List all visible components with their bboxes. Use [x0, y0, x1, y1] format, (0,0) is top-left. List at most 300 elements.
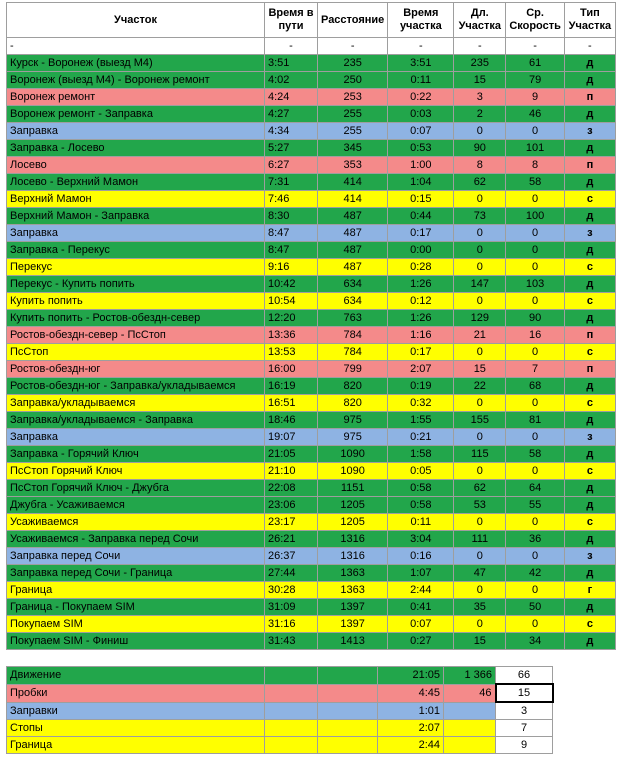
segment-length-cell[interactable]: 90	[454, 140, 506, 157]
elapsed-time-cell[interactable]: 6:27	[265, 157, 318, 174]
segment-type-cell[interactable]: с	[564, 293, 615, 310]
segment-type-cell[interactable]: с	[564, 395, 615, 412]
segment-type-cell[interactable]: д	[564, 276, 615, 293]
segment-time-cell[interactable]: 0:19	[388, 378, 454, 395]
summary-empty-cell[interactable]	[265, 720, 318, 737]
segment-type-cell[interactable]: д	[564, 242, 615, 259]
table-row	[7, 514, 616, 531]
segment-cell[interactable]: Ростов-обездн-север - ПсСтоп	[7, 327, 265, 344]
segment-cell[interactable]: Заправка	[7, 123, 265, 140]
segment-time-cell[interactable]: 0:58	[388, 480, 454, 497]
avg-speed-cell[interactable]: 64	[506, 480, 565, 497]
segment-time-cell[interactable]: 0:53	[388, 140, 454, 157]
segment-cell[interactable]: Заправка перед Сочи - Граница	[7, 565, 265, 582]
segment-cell[interactable]: Воронеж (выезд М4) - Воронеж ремонт	[7, 72, 265, 89]
distance-cell[interactable]: 1205	[318, 514, 388, 531]
elapsed-time-cell[interactable]: 3:51	[265, 55, 318, 72]
segment-cell[interactable]: ПсСтоп	[7, 344, 265, 361]
segment-cell[interactable]: Заправка перед Сочи	[7, 548, 265, 565]
segment-time-cell[interactable]: 0:12	[388, 293, 454, 310]
segment-type-cell[interactable]: п	[564, 89, 615, 106]
segment-time-cell[interactable]: 0:17	[388, 344, 454, 361]
distance-cell[interactable]: 820	[318, 395, 388, 412]
summary-distance-cell[interactable]	[444, 737, 496, 754]
distance-cell[interactable]: 634	[318, 293, 388, 310]
segment-time-cell[interactable]: 0:32	[388, 395, 454, 412]
avg-speed-cell[interactable]: 58	[506, 446, 565, 463]
segment-type-cell[interactable]: п	[564, 157, 615, 174]
avg-speed-cell[interactable]: 90	[506, 310, 565, 327]
elapsed-time-cell[interactable]: 31:16	[265, 616, 318, 633]
distance-cell[interactable]: 255	[318, 106, 388, 123]
segment-length-cell[interactable]: 115	[454, 446, 506, 463]
summary-distance-cell[interactable]	[444, 702, 496, 720]
segment-time-cell[interactable]: 0:41	[388, 599, 454, 616]
segment-type-cell[interactable]: с	[564, 616, 615, 633]
segment-cell[interactable]: Заправка	[7, 429, 265, 446]
summary-row	[7, 702, 553, 720]
dash-cell[interactable]: -	[388, 38, 454, 55]
segment-type-cell[interactable]: с	[564, 191, 615, 208]
elapsed-time-cell[interactable]: 13:53	[265, 344, 318, 361]
distance-cell[interactable]: 235	[318, 55, 388, 72]
distance-cell[interactable]: 1363	[318, 582, 388, 599]
segment-cell[interactable]: Верхний Мамон - Заправка	[7, 208, 265, 225]
avg-speed-cell[interactable]: 0	[506, 582, 565, 599]
segment-time-cell[interactable]: 0:16	[388, 548, 454, 565]
segment-type-cell[interactable]: д	[564, 140, 615, 157]
segment-type-cell[interactable]: д	[564, 72, 615, 89]
distance-cell[interactable]: 1316	[318, 531, 388, 548]
segment-time-cell[interactable]: 0:11	[388, 72, 454, 89]
summary-empty-cell[interactable]	[265, 684, 318, 702]
summary-empty-cell[interactable]	[318, 737, 378, 754]
avg-speed-cell[interactable]: 7	[506, 361, 565, 378]
segment-type-cell[interactable]: з	[564, 123, 615, 140]
distance-cell[interactable]: 414	[318, 174, 388, 191]
avg-speed-cell[interactable]: 42	[506, 565, 565, 582]
segment-length-cell[interactable]: 0	[454, 344, 506, 361]
segment-cell[interactable]: Курск - Воронеж (выезд М4)	[7, 55, 265, 72]
summary-empty-cell[interactable]	[265, 702, 318, 720]
header-segment-length[interactable]: Дл. Участка	[454, 3, 506, 38]
segment-type-cell[interactable]: п	[564, 361, 615, 378]
elapsed-time-cell[interactable]: 4:27	[265, 106, 318, 123]
segment-length-cell[interactable]: 53	[454, 497, 506, 514]
header-elapsed-time[interactable]: Время в пути	[265, 3, 318, 38]
distance-cell[interactable]: 253	[318, 89, 388, 106]
distance-cell[interactable]: 414	[318, 191, 388, 208]
avg-speed-cell[interactable]: 36	[506, 531, 565, 548]
distance-cell[interactable]: 1090	[318, 446, 388, 463]
segment-type-cell[interactable]: с	[564, 463, 615, 480]
elapsed-time-cell[interactable]: 31:09	[265, 599, 318, 616]
segment-time-cell[interactable]: 1:58	[388, 446, 454, 463]
distance-cell[interactable]: 784	[318, 344, 388, 361]
elapsed-time-cell[interactable]: 10:42	[265, 276, 318, 293]
segment-length-cell[interactable]: 129	[454, 310, 506, 327]
segment-type-cell[interactable]: д	[564, 412, 615, 429]
table-row	[7, 463, 616, 480]
segment-length-cell[interactable]: 0	[454, 191, 506, 208]
header-avg-speed[interactable]: Ср. Скорость	[506, 3, 565, 38]
segment-length-cell[interactable]: 155	[454, 412, 506, 429]
summary-empty-cell[interactable]	[265, 667, 318, 685]
table-row	[7, 208, 616, 225]
dash-cell[interactable]: -	[318, 38, 388, 55]
segment-length-cell[interactable]: 0	[454, 242, 506, 259]
segment-length-cell[interactable]: 0	[454, 463, 506, 480]
segment-cell[interactable]: Заправка - Лосево	[7, 140, 265, 157]
segment-time-cell[interactable]: 0:22	[388, 89, 454, 106]
segment-cell[interactable]: ПсСтоп Горячий Ключ - Джубга	[7, 480, 265, 497]
distance-cell[interactable]: 1397	[318, 599, 388, 616]
distance-cell[interactable]: 487	[318, 225, 388, 242]
avg-speed-cell[interactable]: 9	[506, 89, 565, 106]
segment-time-cell[interactable]: 0:03	[388, 106, 454, 123]
avg-speed-cell[interactable]: 0	[506, 242, 565, 259]
avg-speed-cell[interactable]: 34	[506, 633, 565, 650]
segment-cell[interactable]: Покупаем SIM	[7, 616, 265, 633]
table-row	[7, 548, 616, 565]
segment-length-cell[interactable]: 2	[454, 106, 506, 123]
elapsed-time-cell[interactable]: 4:02	[265, 72, 318, 89]
segment-cell[interactable]: Усаживаемся	[7, 514, 265, 531]
elapsed-time-cell[interactable]: 16:19	[265, 378, 318, 395]
summary-empty-cell[interactable]	[318, 702, 378, 720]
distance-cell[interactable]: 634	[318, 276, 388, 293]
avg-speed-cell[interactable]: 0	[506, 514, 565, 531]
distance-cell[interactable]: 1205	[318, 497, 388, 514]
segment-type-cell[interactable]: д	[564, 446, 615, 463]
segment-length-cell[interactable]: 47	[454, 565, 506, 582]
distance-cell[interactable]: 763	[318, 310, 388, 327]
distance-cell[interactable]: 250	[318, 72, 388, 89]
summary-label-cell[interactable]: Стопы	[7, 720, 265, 737]
distance-cell[interactable]: 820	[318, 378, 388, 395]
segment-type-cell[interactable]: з	[564, 548, 615, 565]
summary-empty-cell[interactable]	[318, 667, 378, 685]
distance-cell[interactable]: 1413	[318, 633, 388, 650]
segment-cell[interactable]: ПсСтоп Горячий Ключ	[7, 463, 265, 480]
dash-cell[interactable]: -	[506, 38, 565, 55]
distance-cell[interactable]: 1397	[318, 616, 388, 633]
segment-length-cell[interactable]: 3	[454, 89, 506, 106]
segment-time-cell[interactable]: 1:16	[388, 327, 454, 344]
avg-speed-cell[interactable]: 68	[506, 378, 565, 395]
segment-type-cell[interactable]: с	[564, 514, 615, 531]
segment-length-cell[interactable]: 111	[454, 531, 506, 548]
summary-time-cell[interactable]: 4:45	[378, 684, 444, 702]
elapsed-time-cell[interactable]: 4:24	[265, 89, 318, 106]
dash-cell[interactable]: -	[454, 38, 506, 55]
segment-time-cell[interactable]: 0:00	[388, 242, 454, 259]
dash-cell[interactable]: -	[564, 38, 615, 55]
elapsed-time-cell[interactable]: 7:31	[265, 174, 318, 191]
avg-speed-cell[interactable]: 0	[506, 395, 565, 412]
segment-cell[interactable]: Лосево - Верхний Мамон	[7, 174, 265, 191]
segment-type-cell[interactable]: д	[564, 531, 615, 548]
header-row	[7, 3, 616, 38]
dash-cell[interactable]: -	[7, 38, 265, 55]
avg-speed-cell[interactable]: 0	[506, 123, 565, 140]
elapsed-time-cell[interactable]: 7:46	[265, 191, 318, 208]
summary-empty-cell[interactable]	[318, 720, 378, 737]
summary-distance-cell[interactable]	[444, 720, 496, 737]
segment-length-cell[interactable]: 15	[454, 361, 506, 378]
summary-time-cell[interactable]: 21:05	[378, 667, 444, 685]
segment-time-cell[interactable]: 2:44	[388, 582, 454, 599]
avg-speed-cell[interactable]: 8	[506, 157, 565, 174]
header-segment-time[interactable]: Время участка	[388, 3, 454, 38]
segment-cell[interactable]: Ростов-обездн-юг - Заправка/укладываемся	[7, 378, 265, 395]
elapsed-time-cell[interactable]: 13:36	[265, 327, 318, 344]
segment-length-cell[interactable]: 147	[454, 276, 506, 293]
segment-length-cell[interactable]: 15	[454, 72, 506, 89]
segment-length-cell[interactable]: 0	[454, 123, 506, 140]
elapsed-time-cell[interactable]: 10:54	[265, 293, 318, 310]
segment-type-cell[interactable]: д	[564, 378, 615, 395]
segment-cell[interactable]: Купить попить - Ростов-обездн-север	[7, 310, 265, 327]
segment-time-cell[interactable]: 0:17	[388, 225, 454, 242]
segment-time-cell[interactable]: 0:58	[388, 497, 454, 514]
summary-label-cell[interactable]: Граница	[7, 737, 265, 754]
avg-speed-cell[interactable]: 61	[506, 55, 565, 72]
segment-time-cell[interactable]: 0:07	[388, 616, 454, 633]
segment-length-cell[interactable]: 0	[454, 548, 506, 565]
table-row	[7, 412, 616, 429]
summary-value-cell[interactable]: 9	[496, 737, 553, 754]
segment-type-cell[interactable]: д	[564, 310, 615, 327]
segment-time-cell[interactable]: 1:04	[388, 174, 454, 191]
segment-length-cell[interactable]: 15	[454, 633, 506, 650]
segment-length-cell[interactable]: 8	[454, 157, 506, 174]
avg-speed-cell[interactable]: 100	[506, 208, 565, 225]
avg-speed-cell[interactable]: 16	[506, 327, 565, 344]
avg-speed-cell[interactable]: 0	[506, 225, 565, 242]
distance-cell[interactable]: 1151	[318, 480, 388, 497]
segment-cell[interactable]: Заправка/укладываемся	[7, 395, 265, 412]
distance-cell[interactable]: 1363	[318, 565, 388, 582]
summary-value-cell[interactable]: 15	[496, 684, 553, 702]
segment-cell[interactable]: Лосево	[7, 157, 265, 174]
segment-type-cell[interactable]: д	[564, 599, 615, 616]
summary-value-cell[interactable]: 3	[496, 702, 553, 720]
segment-length-cell[interactable]: 235	[454, 55, 506, 72]
segment-type-cell[interactable]: д	[564, 633, 615, 650]
elapsed-time-cell[interactable]: 27:44	[265, 565, 318, 582]
summary-time-cell[interactable]: 2:07	[378, 720, 444, 737]
avg-speed-cell[interactable]: 0	[506, 429, 565, 446]
segment-type-cell[interactable]: д	[564, 106, 615, 123]
header-segment[interactable]: Участок	[7, 3, 265, 38]
segment-time-cell[interactable]: 3:04	[388, 531, 454, 548]
avg-speed-cell[interactable]: 0	[506, 259, 565, 276]
distance-cell[interactable]: 975	[318, 412, 388, 429]
elapsed-time-cell[interactable]: 9:16	[265, 259, 318, 276]
segment-type-cell[interactable]: з	[564, 429, 615, 446]
segment-time-cell[interactable]: 2:07	[388, 361, 454, 378]
segment-length-cell[interactable]: 62	[454, 480, 506, 497]
distance-cell[interactable]: 1090	[318, 463, 388, 480]
segment-length-cell[interactable]: 73	[454, 208, 506, 225]
elapsed-time-cell[interactable]: 4:34	[265, 123, 318, 140]
distance-cell[interactable]: 799	[318, 361, 388, 378]
avg-speed-cell[interactable]: 55	[506, 497, 565, 514]
segment-length-cell[interactable]: 35	[454, 599, 506, 616]
distance-cell[interactable]: 784	[318, 327, 388, 344]
segment-time-cell[interactable]: 0:15	[388, 191, 454, 208]
segment-cell[interactable]: Воронеж ремонт	[7, 89, 265, 106]
segment-length-cell[interactable]: 0	[454, 259, 506, 276]
segment-length-cell[interactable]: 0	[454, 395, 506, 412]
avg-speed-cell[interactable]: 0	[506, 191, 565, 208]
elapsed-time-cell[interactable]: 22:08	[265, 480, 318, 497]
segment-cell[interactable]: Усаживаемся - Заправка перед Сочи	[7, 531, 265, 548]
avg-speed-cell[interactable]: 0	[506, 344, 565, 361]
elapsed-time-cell[interactable]: 31:43	[265, 633, 318, 650]
elapsed-time-cell[interactable]: 21:05	[265, 446, 318, 463]
summary-time-cell[interactable]: 2:44	[378, 737, 444, 754]
segment-cell[interactable]: Перекус - Купить попить	[7, 276, 265, 293]
avg-speed-cell[interactable]: 0	[506, 293, 565, 310]
elapsed-time-cell[interactable]: 26:21	[265, 531, 318, 548]
elapsed-time-cell[interactable]: 19:07	[265, 429, 318, 446]
segment-length-cell[interactable]: 21	[454, 327, 506, 344]
segment-type-cell[interactable]: д	[564, 497, 615, 514]
segment-cell[interactable]: Заправка - Горячий Ключ	[7, 446, 265, 463]
segment-type-cell[interactable]: п	[564, 327, 615, 344]
distance-cell[interactable]: 255	[318, 123, 388, 140]
summary-label-cell[interactable]: Заправки	[7, 702, 265, 720]
elapsed-time-cell[interactable]: 8:47	[265, 242, 318, 259]
elapsed-time-cell[interactable]: 21:10	[265, 463, 318, 480]
dash-cell[interactable]: -	[265, 38, 318, 55]
segment-type-cell[interactable]: г	[564, 582, 615, 599]
table-row	[7, 327, 616, 344]
header-distance[interactable]: Расстояние	[318, 3, 388, 38]
summary-value-cell[interactable]: 66	[496, 667, 553, 685]
segment-time-cell[interactable]: 1:26	[388, 276, 454, 293]
segment-cell[interactable]: Заправка - Перекус	[7, 242, 265, 259]
segment-cell[interactable]: Граница	[7, 582, 265, 599]
segment-time-cell[interactable]: 0:44	[388, 208, 454, 225]
segment-time-cell[interactable]: 0:05	[388, 463, 454, 480]
segment-type-cell[interactable]: д	[564, 480, 615, 497]
segment-type-cell[interactable]: с	[564, 344, 615, 361]
segment-time-cell[interactable]: 0:27	[388, 633, 454, 650]
segment-length-cell[interactable]: 22	[454, 378, 506, 395]
elapsed-time-cell[interactable]: 30:28	[265, 582, 318, 599]
segment-time-cell[interactable]: 0:07	[388, 123, 454, 140]
segment-length-cell[interactable]: 0	[454, 293, 506, 310]
segment-time-cell[interactable]: 0:28	[388, 259, 454, 276]
summary-time-cell[interactable]: 1:01	[378, 702, 444, 720]
segment-time-cell[interactable]: 0:21	[388, 429, 454, 446]
table-row	[7, 259, 616, 276]
segment-type-cell[interactable]: д	[564, 208, 615, 225]
segment-length-cell[interactable]: 0	[454, 514, 506, 531]
segment-cell[interactable]: Купить попить	[7, 293, 265, 310]
avg-speed-cell[interactable]: 79	[506, 72, 565, 89]
segment-length-cell[interactable]: 0	[454, 429, 506, 446]
segment-cell[interactable]: Воронеж ремонт - Заправка	[7, 106, 265, 123]
avg-speed-cell[interactable]: 0	[506, 463, 565, 480]
segment-time-cell[interactable]: 1:55	[388, 412, 454, 429]
distance-cell[interactable]: 1316	[318, 548, 388, 565]
elapsed-time-cell[interactable]: 18:46	[265, 412, 318, 429]
segment-cell[interactable]: Заправка	[7, 225, 265, 242]
avg-speed-cell[interactable]: 0	[506, 548, 565, 565]
segment-time-cell[interactable]: 1:26	[388, 310, 454, 327]
segment-cell[interactable]: Перекус	[7, 259, 265, 276]
table-row	[7, 429, 616, 446]
avg-speed-cell[interactable]: 0	[506, 616, 565, 633]
elapsed-time-cell[interactable]: 23:17	[265, 514, 318, 531]
segment-cell[interactable]: Верхний Мамон	[7, 191, 265, 208]
segment-time-cell[interactable]: 1:07	[388, 565, 454, 582]
segment-cell[interactable]: Джубга - Усаживаемся	[7, 497, 265, 514]
avg-speed-cell[interactable]: 46	[506, 106, 565, 123]
header-segment-type[interactable]: Тип Участка	[564, 3, 615, 38]
summary-empty-cell[interactable]	[265, 737, 318, 754]
avg-speed-cell[interactable]: 101	[506, 140, 565, 157]
elapsed-time-cell[interactable]: 8:47	[265, 225, 318, 242]
distance-cell[interactable]: 487	[318, 259, 388, 276]
distance-cell[interactable]: 353	[318, 157, 388, 174]
elapsed-time-cell[interactable]: 12:20	[265, 310, 318, 327]
segment-length-cell[interactable]: 0	[454, 616, 506, 633]
elapsed-time-cell[interactable]: 8:30	[265, 208, 318, 225]
segment-cell[interactable]: Ростов-обездн-юг	[7, 361, 265, 378]
avg-speed-cell[interactable]: 103	[506, 276, 565, 293]
table-row	[7, 157, 616, 174]
segment-length-cell[interactable]: 0	[454, 225, 506, 242]
segment-type-cell[interactable]: д	[564, 55, 615, 72]
summary-distance-cell[interactable]: 1 366	[444, 667, 496, 685]
elapsed-time-cell[interactable]: 16:51	[265, 395, 318, 412]
summary-label-cell[interactable]: Пробки	[7, 684, 265, 702]
segment-length-cell[interactable]: 0	[454, 582, 506, 599]
segment-time-cell[interactable]: 3:51	[388, 55, 454, 72]
segment-cell[interactable]: Покупаем SIM - Финиш	[7, 633, 265, 650]
summary-distance-cell[interactable]: 46	[444, 684, 496, 702]
elapsed-time-cell[interactable]: 16:00	[265, 361, 318, 378]
avg-speed-cell[interactable]: 58	[506, 174, 565, 191]
segment-type-cell[interactable]: з	[564, 225, 615, 242]
summary-value-cell[interactable]: 7	[496, 720, 553, 737]
summary-empty-cell[interactable]	[318, 684, 378, 702]
segment-cell[interactable]: Заправка/укладываемся - Заправка	[7, 412, 265, 429]
avg-speed-cell[interactable]: 81	[506, 412, 565, 429]
distance-cell[interactable]: 487	[318, 242, 388, 259]
distance-cell[interactable]: 975	[318, 429, 388, 446]
distance-cell[interactable]: 345	[318, 140, 388, 157]
distance-cell[interactable]: 487	[318, 208, 388, 225]
segment-type-cell[interactable]: с	[564, 259, 615, 276]
segment-type-cell[interactable]: д	[564, 174, 615, 191]
segment-time-cell[interactable]: 0:11	[388, 514, 454, 531]
segment-type-cell[interactable]: д	[564, 565, 615, 582]
segment-length-cell[interactable]: 62	[454, 174, 506, 191]
avg-speed-cell[interactable]: 50	[506, 599, 565, 616]
elapsed-time-cell[interactable]: 26:37	[265, 548, 318, 565]
summary-label-cell[interactable]: Движение	[7, 667, 265, 685]
segment-time-cell[interactable]: 1:00	[388, 157, 454, 174]
elapsed-time-cell[interactable]: 23:06	[265, 497, 318, 514]
elapsed-time-cell[interactable]: 5:27	[265, 140, 318, 157]
segment-cell[interactable]: Граница - Покупаем SIM	[7, 599, 265, 616]
